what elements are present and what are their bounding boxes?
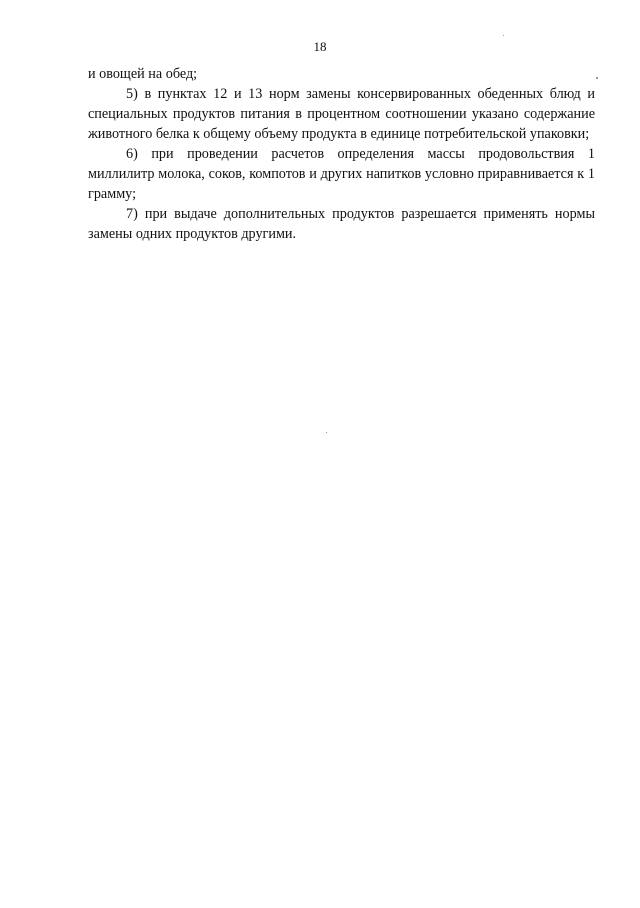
paragraph-item-5: 5) в пунктах 12 и 13 норм замены консервированных обеденных блюд и специальных продуктов питания в процентном соотношении указано содержание животного белка к общему объему продукта в единице потребительской упаковки; [88,86,595,142]
scan-speck [326,432,327,433]
page-number: 18 [313,39,327,54]
paragraph-continuation: и овощей на обед; [88,66,198,82]
scan-speck [503,35,504,36]
paragraph-item-7: 7) при выдаче дополнительных продуктов разрешается применять нормы замены одних продуктов другими. [88,206,595,242]
scan-speck [596,77,598,79]
paragraph-item-6: 6) при проведении расчетов определения массы продовольствия 1 миллилитр молока, соков, компотов и других напитков условно приравнивается к 1 грамму; [88,146,595,202]
body-text [88,64,595,244]
